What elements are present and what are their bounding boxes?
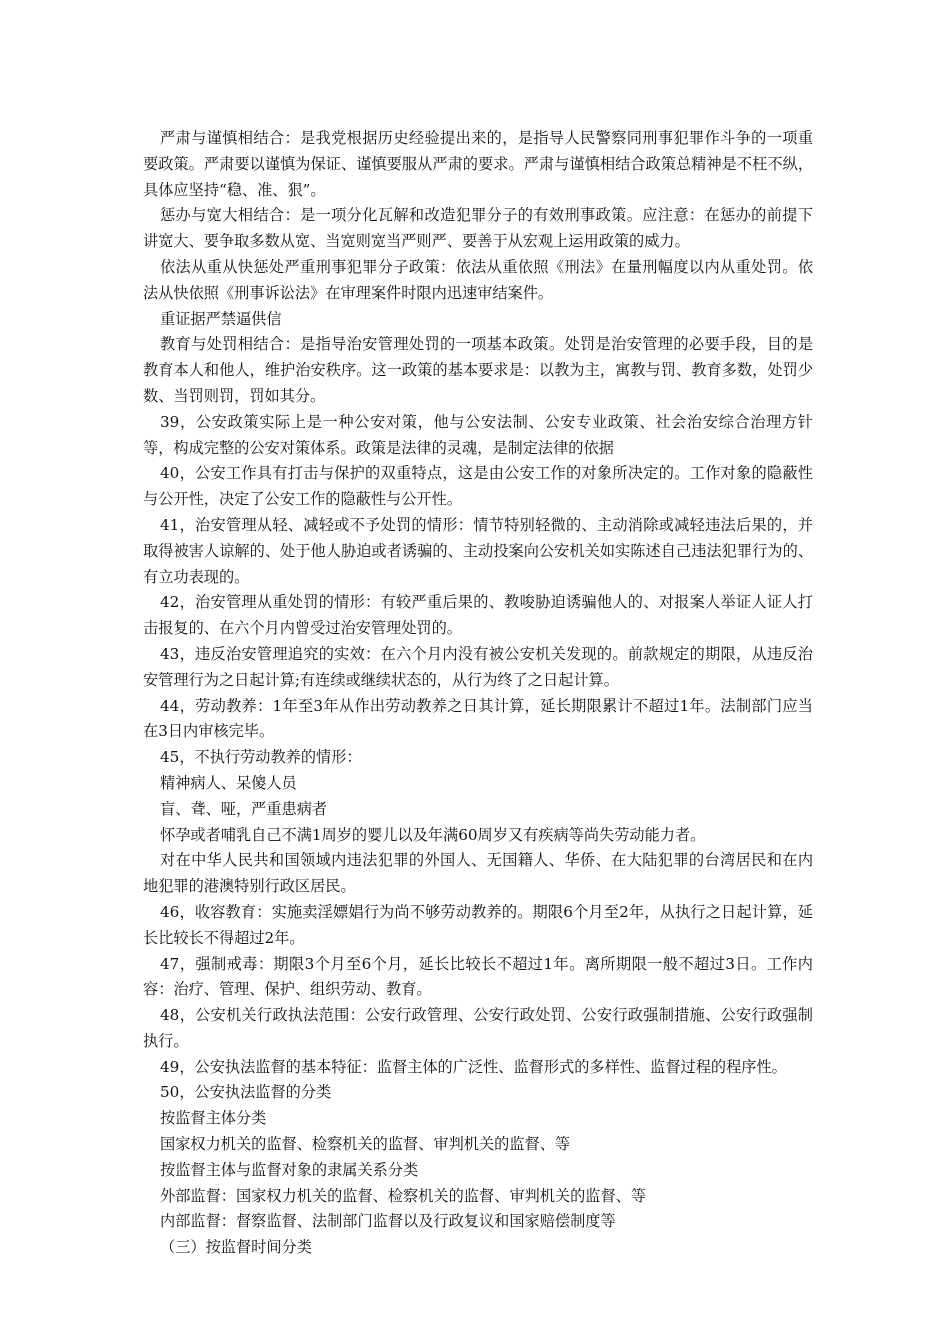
paragraph: 50，公安执法监督的分类 (160, 1083, 332, 1102)
paragraph: （三）按监督时间分类 (160, 1238, 312, 1257)
paragraph: 按监督主体分类 (160, 1109, 267, 1128)
paragraph: 40，公安工作具有打击与保护的双重特点，这是由公安工作的对象所决定的。工作对象的隐蔽性与公开性，决定了公安工作的隐蔽性与公开性。 (143, 464, 813, 509)
document-body (143, 126, 813, 1261)
paragraph: 教育与处罚相结合：是指导治安管理处罚的一项基本政策。处罚是治安管理的必要手段，目的是教育本人和他人，维护治安秩序。这一政策的基本要求是：以教为主，寓教与罚、教育多数，处罚少数、当罚则罚，罚如其分。 (143, 335, 813, 405)
paragraph: 国家权力机关的监督、检察机关的监督、审判机关的监督、等 (160, 1135, 571, 1154)
paragraph: 对在中华人民共和国领域内违法犯罪的外国人、无国籍人、华侨、在大陆犯罪的台湾居民和在内地犯罪的港澳特别行政区居民。 (143, 851, 813, 896)
paragraph: 43，违反治安管理追究的实效：在六个月内没有被公安机关发现的。前款规定的期限，从违反治安管理行为之日起计算;有连续或继续状态的，从行为终了之日起计算。 (143, 644, 813, 689)
paragraph: 45，不执行劳动教养的情形： (160, 748, 362, 767)
paragraph: 47，强制戒毒：期限3个月至6个月，延长比较长不超过1年。离所期限一般不超过3日。工作内容：治疗、管理、保护、组织劳动、教育。 (143, 954, 813, 999)
paragraph: 48，公安机关行政执法范围：公安行政管理、公安行政处罚、公安行政强制措施、公安行政强制执行。 (143, 1006, 813, 1050)
paragraph: 盲、聋、哑，严重患病者 (160, 799, 328, 818)
paragraph: 41，治安管理从轻、减轻或不予处罚的情形：情节特别轻微的、主动消除或减轻违法后果的，并取得被害人谅解的、处于他人胁迫或者诱骗的、主动投案向公安机关如实陈述自己违法犯罪行为的、有立功表现的。 (143, 515, 813, 586)
paragraph: 严肃与谨慎相结合：是我党根据历史经验提出来的，是指导人民警察同刑事犯罪作斗争的一项重要政策。严肃要以谨慎为保证、谨慎要服从严肃的要求。严肃与谨慎相结合政策总精神是不枉不纵，具体应坚持“稳、准、狠”。 (143, 129, 813, 199)
paragraph: 外部监督：国家权力机关的监督、检察机关的监督、审判机关的监督、等 (160, 1186, 646, 1205)
paragraph: 44，劳动教养：1年至3年从作出劳动教养之日其计算，延长期限累计不超过1年。法制部门应当在3日内审核完毕。 (143, 696, 813, 741)
paragraph: 怀孕或者哺乳自己不满1周岁的婴儿以及年满60周岁又有疾病等尚失劳动能力者。 (160, 825, 706, 844)
paragraph: 惩办与宽大相结合：是一项分化瓦解和改造犯罪分子的有效刑事政策。应注意：在惩办的前提下讲宽大、要争取多数从宽、当宽则宽当严则严、要善于从宏观上运用政策的威力。 (143, 206, 813, 251)
paragraph: 内部监督：督察监督、法制部门监督以及行政复议和国家赔偿制度等 (160, 1212, 616, 1231)
paragraph: 按监督主体与监督对象的隶属关系分类 (160, 1160, 419, 1179)
paragraph: 精神病人、呆傻人员 (160, 773, 297, 792)
paragraph: 42，治安管理从重处罚的情形：有较严重后果的、教唆胁迫诱骗他人的、对报案人举证人证人打击报复的、在六个月内曾受过治安管理处罚的。 (143, 593, 813, 638)
paragraph: 重证据严禁逼供信 (160, 309, 282, 328)
paragraph: 39，公安政策实际上是一种公安对策，他与公安法制、公安专业政策、社会治安综合治理方针等，构成完整的公安对策体系。政策是法律的灵魂，是制定法律的依据 (143, 412, 813, 457)
paragraph: 49，公安执法监督的基本特征：监督主体的广泛性、监督形式的多样性、监督过程的程序性。 (160, 1057, 787, 1076)
paragraph: 依法从重从快惩处严重刑事犯罪分子政策：依法从重依照《刑法》在量刑幅度以内从重处罚。依法从快依照《刑事诉讼法》在审理案件时限内迅速审结案件。 (143, 257, 813, 302)
paragraph: 46，收容教育：实施卖淫嫖娼行为尚不够劳动教养的。期限6个月至2年，从执行之日起计算，延长比较长不得超过2年。 (143, 902, 813, 947)
